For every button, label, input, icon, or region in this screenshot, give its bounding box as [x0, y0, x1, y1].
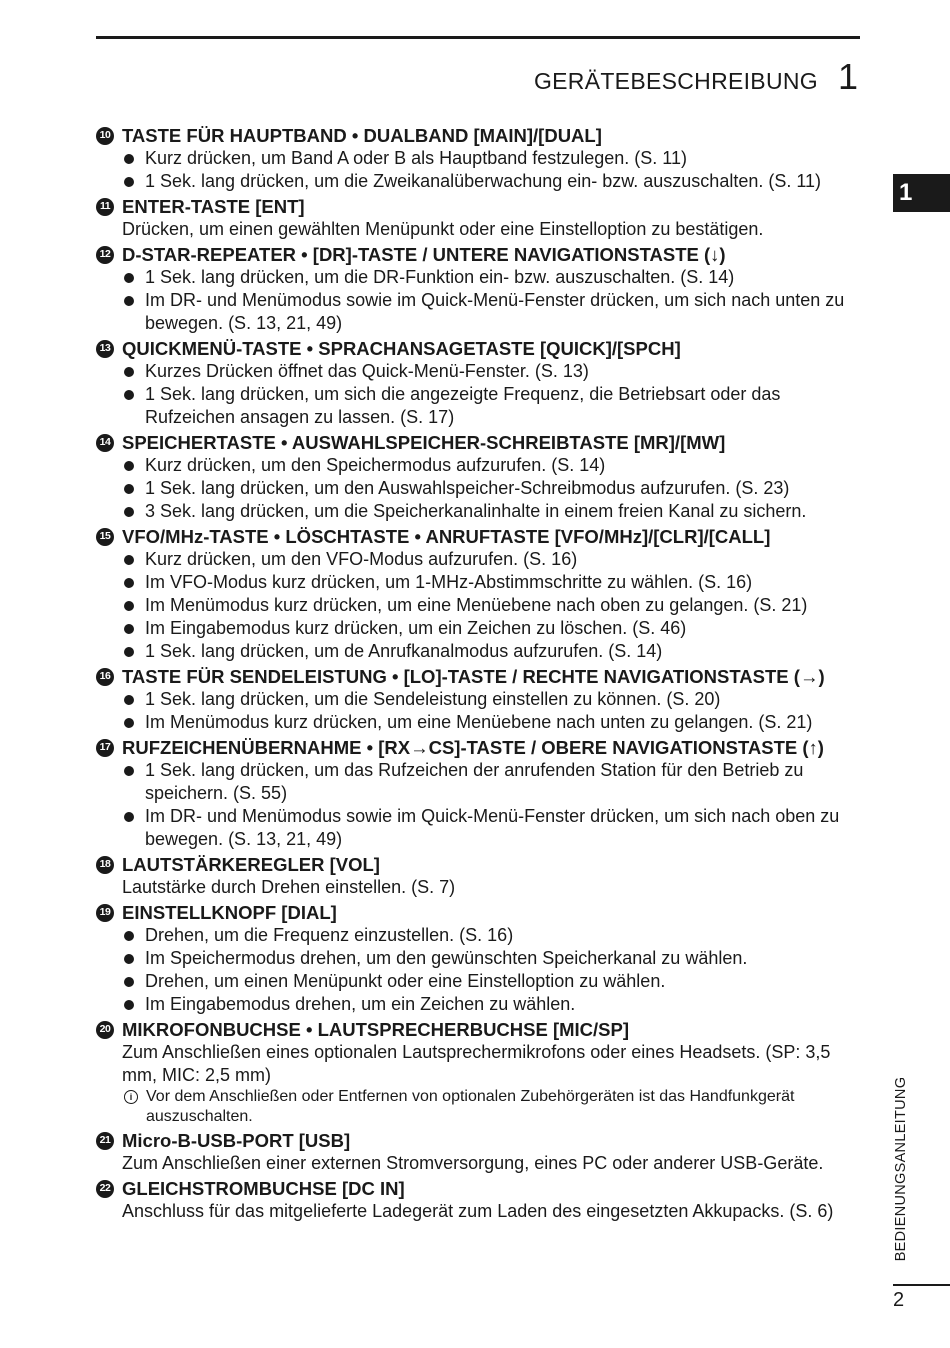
item-title — [96, 243, 862, 266]
list-item — [96, 1018, 862, 1127]
item-number-badge: 20 — [96, 1021, 114, 1039]
page-number: 2 — [893, 1289, 905, 1311]
list-item — [96, 337, 862, 429]
bullet-item: Im Menümodus kurz drücken, um eine Menüebene nach oben zu gelangen. (S. 21) — [122, 594, 862, 617]
item-number-badge: 10 — [96, 127, 114, 145]
item-description: Zum Anschließen einer externen Stromversorgung, eines PC oder anderer USB-Geräte. — [122, 1153, 824, 1173]
item-title-text: SPEICHERTASTE • AUSWAHLSPEICHER-SCHREIBTASTE [MR]/[MW] — [122, 432, 726, 453]
list-item — [96, 853, 862, 899]
bullet-list — [96, 454, 862, 523]
chapter-title: GERÄTEBESCHREIBUNG — [533, 68, 818, 94]
list-item — [96, 243, 862, 335]
bullet-item: Kurzes Drücken öffnet das Quick-Menü-Fenster. (S. 13) — [122, 360, 862, 383]
item-number-badge: 21 — [96, 1132, 114, 1150]
bullet-list — [96, 548, 862, 663]
list-item — [96, 195, 862, 241]
item-title-text: EINSTELLKNOPF [DIAL] — [122, 902, 337, 923]
item-title-text: LAUTSTÄRKEREGLER [VOL] — [122, 854, 380, 875]
item-description: Drücken, um einen gewählten Menüpunkt oder eine Einstelloption zu bestätigen. — [122, 219, 764, 239]
item-title — [96, 525, 862, 548]
bullet-list — [96, 688, 862, 734]
bullet-item: 1 Sek. lang drücken, um die DR-Funktion ein- bzw. auszuschalten. (S. 14) — [122, 266, 862, 289]
bullet-list — [96, 924, 862, 1016]
bullet-item: 1 Sek. lang drücken, um das Rufzeichen der anrufenden Station für den Betrieb zu speichern. (S. 55) — [122, 759, 862, 805]
page-header — [534, 56, 858, 98]
chapter-number: 1 — [837, 56, 858, 97]
item-title-text: Micro-B-USB-PORT [USB] — [122, 1130, 351, 1151]
bullet-item: Drehen, um die Frequenz einzustellen. (S. 16) — [122, 924, 862, 947]
item-title-text: TASTE FÜR HAUPTBAND • DUALBAND [MAIN]/[DUAL] — [122, 125, 602, 146]
item-title-text: VFO/MHz-TASTE • LÖSCHTASTE • ANRUFTASTE [VFO/MHz]/[CLR]/[CALL] — [122, 526, 771, 547]
item-number-badge: 12 — [96, 246, 114, 264]
bullet-item: Im Eingabemodus drehen, um ein Zeichen zu wählen. — [122, 993, 862, 1016]
item-title — [96, 124, 862, 147]
item-title-text: ENTER-TASTE [ENT] — [122, 196, 305, 217]
bullet-item: 1 Sek. lang drücken, um die Zweikanalüberwachung ein- bzw. auszuschalten. (S. 11) — [122, 170, 862, 193]
item-number-badge: 15 — [96, 528, 114, 546]
item-title-text: TASTE FÜR SENDELEISTUNG • [LO]-TASTE / RECHTE NAVIGATIONSTASTE (→) — [122, 666, 825, 687]
item-title — [96, 195, 862, 218]
chapter-tab: 1 — [893, 174, 950, 212]
item-number-badge: 11 — [96, 198, 114, 216]
item-title-text: D-STAR-REPEATER • [DR]-TASTE / UNTERE NAVIGATIONSTASTE (↓) — [122, 244, 726, 265]
bullet-list — [96, 360, 862, 429]
item-description: Anschluss für das mitgelieferte Ladegerät zum Laden des eingesetzten Akkupacks. (S. 6) — [122, 1201, 834, 1221]
bullet-item: Im Menümodus kurz drücken, um eine Menüebene nach unten zu gelangen. (S. 21) — [122, 711, 862, 734]
item-description: Lautstärke durch Drehen einstellen. (S. 7) — [122, 877, 456, 897]
bullet-item: 1 Sek. lang drücken, um de Anrufkanalmodus aufzurufen. (S. 14) — [122, 640, 862, 663]
item-title-text: RUFZEICHENÜBERNAHME • [RX→CS]-TASTE / OBERE NAVIGATIONSTASTE (↑) — [122, 737, 824, 758]
item-number-badge: 13 — [96, 340, 114, 358]
item-title-text: GLEICHSTROMBUCHSE [DC IN] — [122, 1178, 405, 1199]
info-icon: i — [124, 1090, 138, 1104]
bullet-item: Im VFO-Modus kurz drücken, um 1-MHz-Abstimmschritte zu wählen. (S. 16) — [122, 571, 862, 594]
bullet-item: Im Speichermodus drehen, um den gewünschten Speicherkanal zu wählen. — [122, 947, 862, 970]
bullet-list — [96, 266, 862, 335]
item-list — [96, 124, 862, 1225]
list-item — [96, 431, 862, 523]
list-item — [96, 736, 862, 851]
bullet-item: Drehen, um einen Menüpunkt oder eine Einstelloption zu wählen. — [122, 970, 862, 993]
item-number-badge: 16 — [96, 668, 114, 686]
item-number-badge: 19 — [96, 904, 114, 922]
side-rule — [893, 1284, 950, 1286]
note — [122, 1087, 862, 1127]
bullet-item: Kurz drücken, um den VFO-Modus aufzurufen. (S. 16) — [122, 548, 862, 571]
bullet-item: 3 Sek. lang drücken, um die Speicherkanalinhalte in einem freien Kanal zu sichern. — [122, 500, 862, 523]
bullet-item: 1 Sek. lang drücken, um sich die angezeigte Frequenz, die Betriebsart oder das Rufzeichen ansagen zu lassen. (S. 17) — [122, 383, 862, 429]
list-item — [96, 665, 862, 734]
item-title — [96, 1018, 862, 1041]
item-description: Zum Anschließen eines optionalen Lautsprechermikrofons oder eines Headsets. (SP: 3,5 mm, MIC: 2,5 mm) — [122, 1042, 831, 1085]
list-item — [96, 1177, 862, 1223]
bullet-item: Kurz drücken, um den Speichermodus aufzurufen. (S. 14) — [122, 454, 862, 477]
bullet-item: Im Eingabemodus kurz drücken, um ein Zeichen zu löschen. (S. 46) — [122, 617, 862, 640]
bullet-item: Kurz drücken, um Band A oder B als Hauptband festzulegen. (S. 11) — [122, 147, 862, 170]
item-title — [96, 1177, 862, 1200]
item-number-badge: 14 — [96, 434, 114, 452]
bullet-item: Im DR- und Menümodus sowie im Quick-Menü-Fenster drücken, um sich nach oben zu bewegen. (S. 13, 21, 49) — [122, 805, 862, 851]
bullet-item: Im DR- und Menümodus sowie im Quick-Menü-Fenster drücken, um sich nach unten zu bewegen. (S. 13, 21, 49) — [122, 289, 862, 335]
list-item — [96, 1129, 862, 1175]
item-title — [96, 736, 862, 759]
item-number-badge: 18 — [96, 856, 114, 874]
bullet-list — [96, 147, 862, 193]
side-label: BEDIENUNGSANLEITUNG — [893, 1076, 909, 1262]
list-item — [96, 124, 862, 193]
item-title-text: MIKROFONBUCHSE • LAUTSPRECHERBUCHSE [MIC/SP] — [122, 1019, 630, 1040]
bullet-item: 1 Sek. lang drücken, um die Sendeleistung einstellen zu können. (S. 20) — [122, 688, 862, 711]
item-number-badge: 17 — [96, 739, 114, 757]
item-title — [96, 665, 862, 688]
bullet-item: 1 Sek. lang drücken, um den Auswahlspeicher-Schreibmodus aufzurufen. (S. 23) — [122, 477, 862, 500]
top-rule — [96, 36, 860, 39]
item-title — [96, 337, 862, 360]
item-title — [96, 853, 862, 876]
item-title — [96, 431, 862, 454]
note-text: Vor dem Anschließen oder Entfernen von optionalen Zubehörgeräten ist das Handfunkgerät auszuschalten. — [146, 1088, 795, 1125]
bullet-list — [96, 759, 862, 851]
item-title — [96, 1129, 862, 1152]
list-item — [96, 901, 862, 1016]
item-number-badge: 22 — [96, 1180, 114, 1198]
item-title — [96, 901, 862, 924]
list-item — [96, 525, 862, 663]
item-title-text: QUICKMENÜ-TASTE • SPRACHANSAGETASTE [QUICK]/[SPCH] — [122, 338, 681, 359]
